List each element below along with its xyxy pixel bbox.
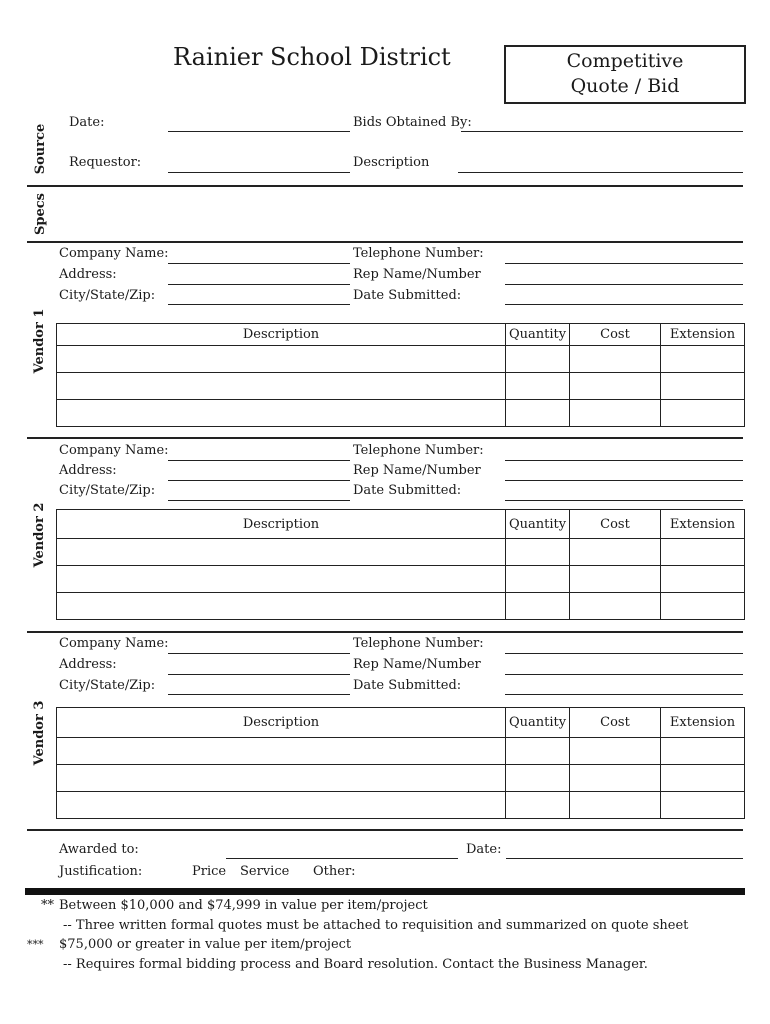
date-submitted-label: Date Submitted:	[353, 678, 462, 693]
specs-label: Specs	[33, 193, 48, 235]
vendor-3-label: Vendor 3	[32, 700, 47, 766]
cell[interactable]	[570, 400, 661, 427]
vendor-1-items-table	[56, 323, 745, 427]
address-field[interactable]	[168, 674, 350, 675]
telephone-field[interactable]	[505, 460, 743, 461]
telephone-field[interactable]	[505, 653, 743, 654]
col-cost: Cost	[570, 708, 661, 738]
cell[interactable]	[57, 373, 506, 400]
cell[interactable]	[57, 539, 506, 566]
address-label: Address:	[59, 463, 117, 478]
section-divider	[27, 185, 743, 187]
section-divider	[27, 437, 743, 439]
col-extension: Extension	[661, 708, 745, 738]
vendor-3-items-table	[56, 707, 745, 819]
rep-name-field[interactable]	[505, 674, 743, 675]
footnote-line-3: $75,000 or greater in value per item/project	[59, 937, 352, 952]
address-field[interactable]	[168, 284, 350, 285]
city-state-zip-field[interactable]	[168, 500, 350, 501]
quote-box-line2: Quote / Bid	[570, 75, 680, 97]
col-cost: Cost	[570, 324, 661, 346]
section-divider	[27, 829, 743, 831]
cell[interactable]	[661, 400, 745, 427]
col-quantity: Quantity	[506, 510, 570, 539]
city-state-zip-label: City/State/Zip:	[59, 483, 156, 498]
city-state-zip-label: City/State/Zip:	[59, 678, 156, 693]
cell[interactable]	[57, 400, 506, 427]
cell[interactable]	[506, 400, 570, 427]
awarded-to-label: Awarded to:	[59, 842, 139, 857]
date-submitted-label: Date Submitted:	[353, 288, 462, 303]
vendor-2-label: Vendor 2	[32, 502, 47, 568]
section-divider	[27, 241, 743, 243]
cell[interactable]	[661, 792, 745, 819]
cell[interactable]	[506, 539, 570, 566]
cell[interactable]	[506, 373, 570, 400]
cell[interactable]	[57, 765, 506, 792]
table-row	[57, 400, 745, 427]
award-date-label: Date:	[466, 842, 502, 857]
cell[interactable]	[661, 566, 745, 593]
cell[interactable]	[570, 539, 661, 566]
section-divider	[27, 631, 743, 633]
rep-name-field[interactable]	[505, 284, 743, 285]
address-field[interactable]	[168, 480, 350, 481]
col-description: Description	[57, 510, 506, 539]
cell[interactable]	[661, 539, 745, 566]
quote-bid-box	[504, 45, 746, 104]
telephone-label: Telephone Number:	[353, 246, 484, 261]
date-field[interactable]	[168, 131, 350, 132]
table-row	[57, 765, 745, 792]
cell[interactable]	[57, 792, 506, 819]
page-title: Rainier School District	[173, 43, 451, 71]
company-name-field[interactable]	[168, 263, 350, 264]
col-cost: Cost	[570, 510, 661, 539]
service-option[interactable]: Service	[240, 864, 290, 879]
city-state-zip-field[interactable]	[168, 304, 350, 305]
col-quantity: Quantity	[506, 708, 570, 738]
rep-name-label: Rep Name/Number	[353, 267, 481, 282]
requestor-field[interactable]	[168, 172, 350, 173]
rep-name-label: Rep Name/Number	[353, 463, 481, 478]
table-header-row	[57, 324, 745, 346]
cell[interactable]	[570, 738, 661, 765]
cell[interactable]	[661, 593, 745, 620]
telephone-field[interactable]	[505, 263, 743, 264]
col-quantity: Quantity	[506, 324, 570, 346]
cell[interactable]	[506, 566, 570, 593]
justification-label: Justification:	[59, 864, 143, 879]
cell[interactable]	[661, 346, 745, 373]
bids-obtained-label: Bids Obtained By:	[353, 115, 472, 130]
footnote-line-4: -- Requires formal bidding process and Board resolution. Contact the Business Manager.	[63, 957, 648, 972]
company-name-field[interactable]	[168, 653, 350, 654]
table-row	[57, 373, 745, 400]
col-description: Description	[57, 708, 506, 738]
table-row	[57, 346, 745, 373]
thick-divider	[25, 888, 745, 895]
footnote-line-1: Between $10,000 and $74,999 in value per item/project	[59, 898, 428, 913]
table-row	[57, 566, 745, 593]
date-submitted-label: Date Submitted:	[353, 483, 462, 498]
telephone-label: Telephone Number:	[353, 636, 484, 651]
source-label: Source	[33, 123, 48, 175]
col-extension: Extension	[661, 324, 745, 346]
description-label: Description	[353, 155, 430, 170]
footnote-mark-1: **	[41, 898, 54, 913]
company-name-label: Company Name:	[59, 246, 169, 261]
cell[interactable]	[57, 566, 506, 593]
table-row	[57, 539, 745, 566]
cell[interactable]	[661, 765, 745, 792]
company-name-label: Company Name:	[59, 636, 169, 651]
date-label: Date:	[69, 115, 105, 130]
cell[interactable]	[506, 765, 570, 792]
cell[interactable]	[661, 738, 745, 765]
footnote-mark-2: ***	[27, 938, 44, 951]
table-row	[57, 593, 745, 620]
vendor-1-label: Vendor 1	[32, 308, 47, 374]
rep-name-label: Rep Name/Number	[353, 657, 481, 672]
table-row	[57, 738, 745, 765]
cell[interactable]	[570, 373, 661, 400]
city-state-zip-field[interactable]	[168, 694, 350, 695]
description-field[interactable]	[458, 172, 743, 173]
quote-box-line1: Competitive	[566, 50, 684, 72]
cell[interactable]	[661, 373, 745, 400]
award-date-field[interactable]	[506, 858, 743, 859]
company-name-field[interactable]	[168, 460, 350, 461]
address-label: Address:	[59, 267, 117, 282]
cell[interactable]	[570, 765, 661, 792]
cell[interactable]	[570, 792, 661, 819]
price-option[interactable]: Price	[192, 864, 227, 879]
date-submitted-field[interactable]	[505, 304, 743, 305]
cell[interactable]	[570, 346, 661, 373]
awarded-to-field[interactable]	[226, 858, 458, 859]
cell[interactable]	[570, 593, 661, 620]
cell[interactable]	[57, 346, 506, 373]
rep-name-field[interactable]	[505, 480, 743, 481]
other-option[interactable]: Other:	[313, 864, 356, 879]
table-row	[57, 792, 745, 819]
date-submitted-field[interactable]	[505, 500, 743, 501]
cell[interactable]	[570, 566, 661, 593]
col-description: Description	[57, 324, 506, 346]
cell[interactable]	[506, 738, 570, 765]
col-extension: Extension	[661, 510, 745, 539]
cell[interactable]	[57, 593, 506, 620]
company-name-label: Company Name:	[59, 443, 169, 458]
cell[interactable]	[57, 738, 506, 765]
cell[interactable]	[506, 593, 570, 620]
cell[interactable]	[506, 346, 570, 373]
city-state-zip-label: City/State/Zip:	[59, 288, 156, 303]
telephone-label: Telephone Number:	[353, 443, 484, 458]
bids-obtained-field[interactable]	[461, 131, 743, 132]
address-label: Address:	[59, 657, 117, 672]
cell[interactable]	[506, 792, 570, 819]
table-header-row	[57, 708, 745, 738]
table-header-row	[57, 510, 745, 539]
vendor-2-items-table	[56, 509, 745, 620]
requestor-label: Requestor:	[69, 155, 142, 170]
date-submitted-field[interactable]	[505, 694, 743, 695]
footnote-line-2: -- Three written formal quotes must be attached to requisition and summarized on quote sheet	[63, 918, 689, 933]
